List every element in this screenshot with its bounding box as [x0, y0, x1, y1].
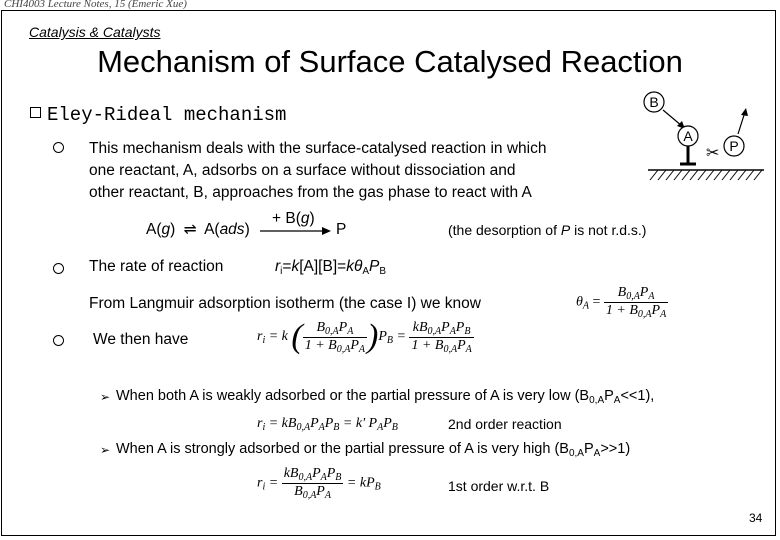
case1-text: When both A is weakly adsorbed or the partial pressure of A is very low $(B_{0,A}P_A<<1)$,	[116, 388, 655, 406]
bullet1-line: This mechanism deals with the surface-catalysed reaction in which	[89, 140, 547, 157]
circle-bullet-icon	[53, 142, 64, 153]
langmuir-fraction: $\frac{B_{0,A}P_A}{1 + B_{0,A}P_A}$	[605, 285, 667, 320]
header-note: CHI4003 Lecture Notes, 15 (Emeric Xue)	[4, 0, 187, 10]
page-title: Mechanism of Surface Catalysed Reaction	[97, 44, 683, 79]
reaction-reagent: + B(g)	[272, 210, 315, 227]
product-p-label: P	[729, 138, 739, 154]
circle-bullet-icon	[53, 335, 64, 346]
square-bullet-icon	[30, 107, 41, 118]
molecule-b-label: B	[649, 94, 659, 110]
bullet3-label: We then have	[93, 331, 189, 348]
section-title: Catalysis & Catalysts	[29, 24, 161, 40]
arrow-bullet-icon: ➢	[100, 390, 111, 404]
case1-order: 2nd order reaction	[448, 416, 562, 432]
bullet1-text	[89, 138, 546, 204]
surface-diagram	[600, 88, 770, 188]
heading-text: Eley-Rideal mechanism	[47, 104, 287, 126]
bullet1-line: other reactant, B, approaches from the gas phase to react with A	[89, 184, 532, 201]
page-number: 34	[749, 511, 763, 525]
desorption-note: (the desorption of P is not r.d.s.)	[448, 222, 647, 238]
case2-order: 1st order w.r.t. B	[448, 478, 550, 494]
bullet2-label: The rate of reaction	[89, 258, 224, 275]
equilibrium-arrow-icon: ⇌	[183, 221, 197, 238]
reaction-product: P	[336, 221, 347, 238]
rate-equation: $r_i=k[A][B]=k\theta_AP_B$	[275, 258, 387, 277]
circle-bullet-icon	[53, 263, 64, 274]
reaction-reactant: A(g) ⇌ A(ads)	[146, 221, 250, 238]
bullet1-line: one reactant, A, adsorbs on a surface without dissociation and	[89, 162, 516, 179]
case2-equation: $r_i$ = $\frac{kB_{0,A}P_AP_B}{B_{0,A}P_A}$ = $kP_B$	[257, 466, 381, 501]
case1-equation: $r_i = kB_{0,A}P_AP_B = k'$ $P_AP_B$	[257, 416, 398, 433]
molecule-a-label: A	[683, 128, 693, 144]
heading-eley-rideal	[30, 104, 286, 126]
rate-equation-full: $r_i = k$ ( $\frac{B_{0,A}P_A}{1 + B_{0,A}P_A}$ )$P_B$ = $\frac{kB_{0,A}P_AP_B}{1 + B_{0,A}P_A}$	[257, 318, 472, 355]
arrow-bullet-icon: ➢	[100, 443, 111, 457]
case2-fraction: $\frac{kB_{0,A}P_AP_B}{B_{0,A}P_A}$	[283, 466, 342, 501]
langmuir-equation: $\theta_A$ = $\frac{B_{0,A}P_A}{1 + B_{0,A}P_A}$	[576, 285, 667, 320]
case2-text: When A is strongly adsorbed or the partial pressure of A is very high $(B_{0,A}P_A>>1)$	[116, 441, 631, 459]
approach-arrow-icon	[663, 110, 682, 126]
surface-hatch	[650, 170, 762, 180]
reaction-arrow-icon	[260, 226, 332, 236]
scissors-icon: ✂	[706, 143, 720, 162]
langmuir-text: From Langmuir adsorption isotherm (the case I) we know	[89, 295, 481, 312]
coverage-fraction: $\frac{B_{0,A}P_A}{1 + B_{0,A}P_A}$	[304, 319, 366, 355]
rate-fraction: $\frac{kB_{0,A}P_AP_B}{1 + B_{0,A}P_A}$	[411, 319, 472, 355]
